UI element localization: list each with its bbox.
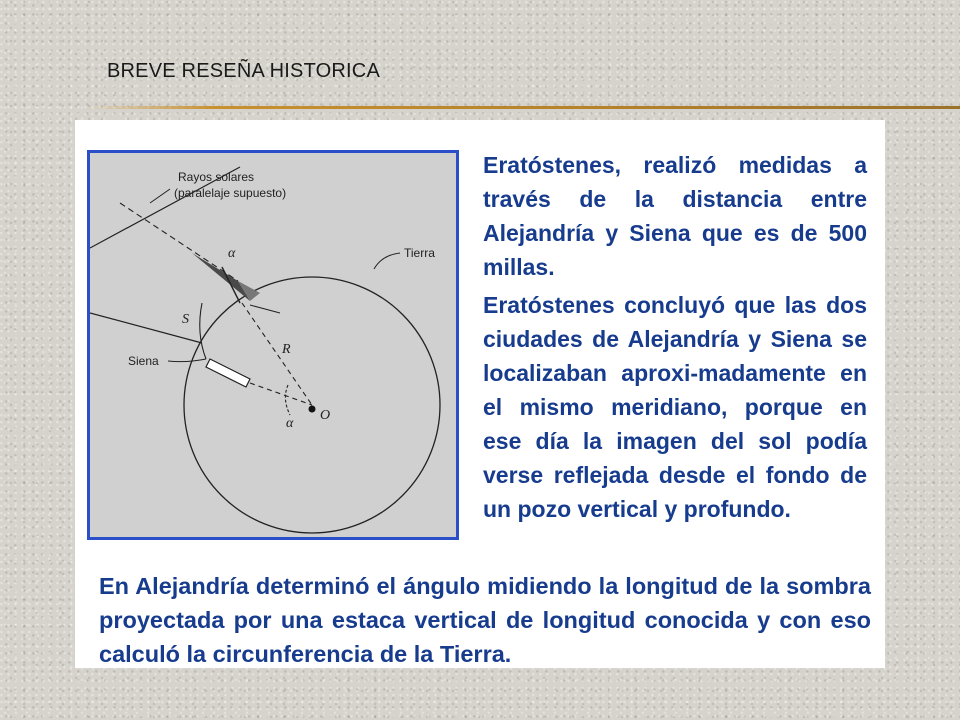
eratosthenes-diagram	[87, 150, 459, 540]
shadow-wedge	[192, 253, 250, 301]
title-rule	[84, 106, 960, 109]
label-earth: Tierra	[404, 246, 435, 260]
paragraph-angle-method: En Alejandría determinó el ángulo midiendo la longitud de la sombra proyectada por una estaca vertical de longitud conocida y con eso calculó la circunferencia de la Tierra.	[99, 573, 871, 667]
sun-ray-dashed	[120, 203, 238, 281]
label-o: O	[320, 408, 331, 423]
slide-title: BREVE RESEÑA HISTORICA	[107, 60, 380, 82]
paragraph-meridian: Eratóstenes concluyó que las dos ciudades de Alejandría y Siena se localizaban aproxi-madamente en el mismo meridiano, porque en ese día la imagen del sol podía verse reflejada desde el fondo de un pozo vertical y profundo.	[483, 292, 867, 522]
content-card	[75, 120, 885, 668]
leader-alejandria	[250, 305, 280, 313]
label-rays-line1: Rayos solares	[178, 170, 255, 184]
diagram-svg	[90, 153, 456, 537]
label-s: S	[182, 312, 189, 327]
earth-center	[309, 406, 316, 413]
label-alpha-bottom: α	[286, 416, 294, 431]
label-rays-line2: (paralelaje supuesto)	[174, 186, 287, 200]
label-siena: Siena	[128, 354, 159, 368]
leader-rays	[150, 189, 170, 203]
arc-s	[200, 303, 206, 359]
label-alpha-top: α	[228, 246, 236, 261]
paragraph-distance: Eratóstenes, realizó medidas a través de la distancia entre Alejandría y Siena que es de 500 millas.	[483, 152, 867, 280]
leader-earth	[374, 253, 400, 269]
radius-alejandria	[242, 303, 312, 405]
siena-well	[206, 359, 250, 387]
label-r: R	[282, 342, 291, 357]
radius-siena	[250, 383, 312, 405]
leader-siena	[168, 359, 206, 362]
center-angle-arc	[285, 385, 290, 415]
